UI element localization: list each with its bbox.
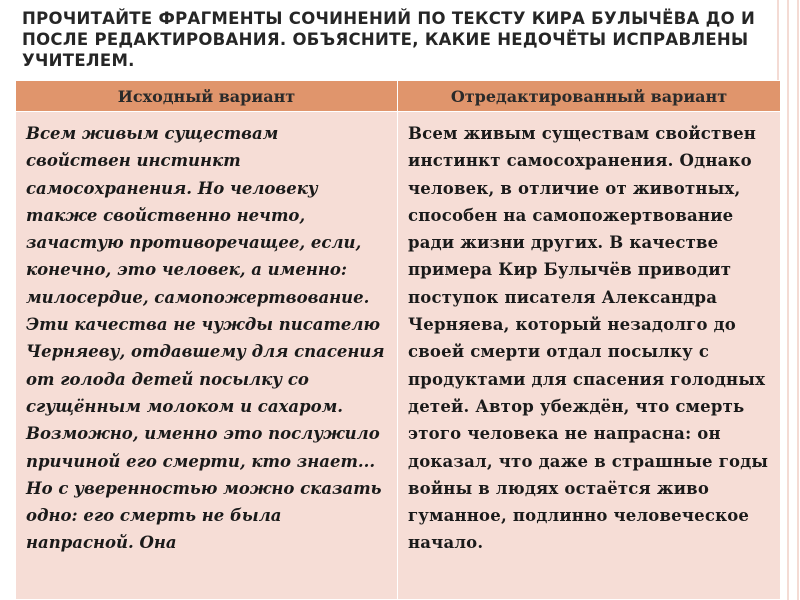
table-header-row [16,81,781,112]
header-edited: Отредактированный вариант [398,81,781,112]
comparison-table [15,80,781,600]
slide-heading: ПРОЧИТАЙТЕ ФРАГМЕНТЫ СОЧИНЕНИЙ ПО ТЕКСТУ КИРА БУЛЫЧЁВА ДО И ПОСЛЕ РЕДАКТИРОВАНИЯ. ОБЪЯСНИТЕ, КАКИЕ НЕДОЧЁТЫ ИСПРАВЛЕНЫ УЧИТЕЛЕМ. [22,9,756,70]
table-row [16,112,781,600]
edited-text-cell: Всем живым существам свойствен инстинкт самосохранения. Однако человек, в отличие от животных, способен на самопожертвование ради жизни других. В качестве примера Кир Булычёв приводит поступок писателя Александра Черняева, который незадолго до своей смерти отдал посылку с продуктами для спасения голодных детей. Автор убеждён, что смерть этого человека не напрасна: он доказал, что даже в страшные годы войны в людях остаётся живо гуманное, подлинно человеческое начало. [398,112,781,600]
header-original: Исходный вариант [16,81,398,112]
original-text-cell: Всем живым существам свойствен инстинкт самосохранения. Но человеку также свойственно нечто, зачастую противоречащее, если, конечно, это человек, а именно: милосердие, самопожертвование. Эти качества не чужды писателю Черняеву, отдавшему для спасения от голода детей посылку со сгущённым молоком и сахаром. Возможно, именно это послужило причиной его смерти, кто знает... Но с уверенностью можно сказать одно: его смерть не была напрасной. Она [16,112,398,600]
